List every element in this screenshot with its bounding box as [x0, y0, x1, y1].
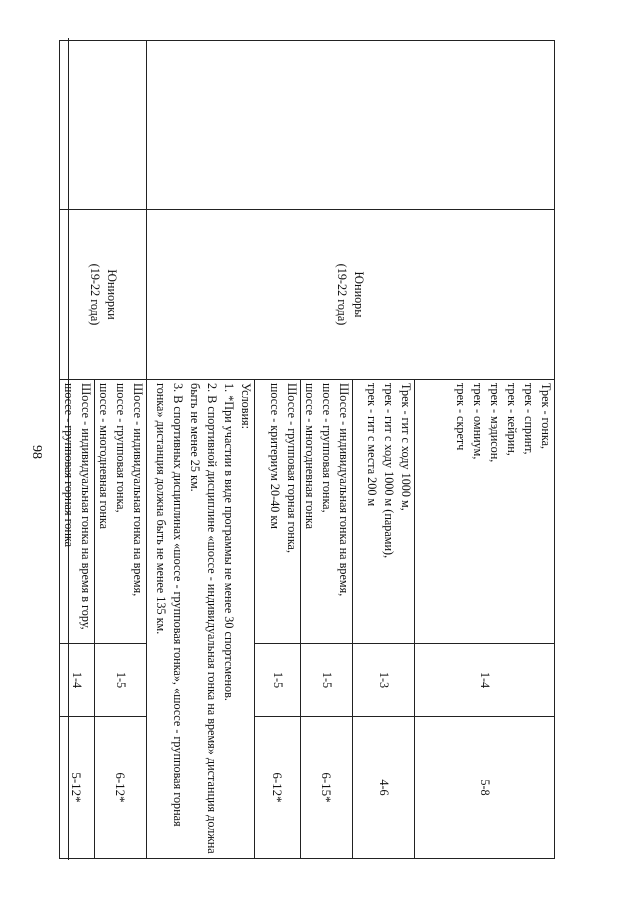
age-cell: 1-3: [353, 644, 415, 717]
group-years: (19-22 года): [88, 263, 102, 326]
event-line: Трек - гит с ходу 1000 м,: [399, 383, 413, 511]
participants-cell: 6-15*: [301, 717, 353, 859]
events-cell: [60, 380, 95, 644]
event-line: трек - гит с ходу 1000 м (парами),: [382, 383, 396, 559]
event-line: Шоссе - индивидуальная гонка на время,: [131, 383, 145, 597]
event-line: Шоссе - групповая горная гонка,: [285, 383, 299, 554]
group-name: Юниоры: [352, 271, 367, 318]
event-line: трек - спринт,: [522, 383, 536, 455]
age-cell: 1-4: [415, 644, 555, 717]
condition-item: 3. В спортивных дисциплинах «шоссе - групповая гонка», «шоссе - групповая горная гонка» дистанция должна быть не менее 135 км.: [154, 383, 185, 827]
age-cell: 1-5: [255, 644, 301, 717]
participants-cell: 6-12*: [95, 717, 147, 859]
group-years: (19-22 года): [335, 263, 350, 326]
group-cell-juniors: [147, 210, 555, 380]
page-number: 98: [29, 445, 44, 459]
condition-item: 1. *При участии в виде программы не менее 30 спортсменов.: [222, 383, 236, 701]
event-line: Шоссе - индивидуальная гонка на время,: [337, 383, 351, 597]
event-line: трек - гит с места 200 м: [365, 383, 379, 507]
sport-disciplines-table: [59, 40, 555, 859]
event-line: трек - омниум,: [471, 383, 485, 460]
participants-cell: 4-6: [353, 717, 415, 859]
event-line: шоссе - групповая гонка,: [114, 383, 128, 513]
event-line: шоссе - многодневная гонка: [303, 383, 317, 530]
event-line: трек - скретч: [454, 383, 468, 451]
event-line: шоссе - групповая горная гонка: [62, 383, 76, 548]
condition-item: 2. В спортивной дисциплине «шоссе - индивидуальная гонка на время» дистанция должна быть не менее 25 км.: [188, 383, 219, 854]
age-cell: 1-5: [301, 644, 353, 717]
events-cell: [301, 380, 353, 644]
participants-cell: 6-12*: [255, 717, 301, 859]
event-line: шоссе - групповая гонка,: [320, 383, 334, 513]
participants-cell: 5-8: [415, 717, 555, 859]
conditions-cell: [147, 380, 255, 859]
empty-cell: [60, 41, 147, 210]
events-cell: [255, 380, 301, 644]
event-line: Трек - гонка,: [539, 383, 553, 450]
events-cell: [353, 380, 415, 644]
events-cell: [415, 380, 555, 644]
empty-cell: [147, 41, 555, 210]
event-line: трек - мэдисон,: [488, 383, 502, 463]
conditions-title: Условия:: [239, 383, 253, 430]
age-cell: 1-4: [60, 644, 95, 717]
table-row: [95, 41, 147, 859]
event-line: трек - кейрин,: [505, 383, 519, 456]
group-name: Юниорки: [105, 269, 119, 320]
age-cell: 1-5: [95, 644, 147, 717]
event-line: шоссе - критериум 20-40 км: [268, 383, 282, 530]
event-line: шоссе - многодневная гонка: [97, 383, 111, 530]
participants-cell: 5-12*: [60, 717, 95, 859]
rotated-table-container: [62, 40, 555, 858]
group-cell-junior-women: [60, 210, 147, 380]
table-row: [415, 41, 555, 859]
events-cell: [95, 380, 147, 644]
event-line: Шоссе - индивидуальная гонка на время в гору,: [79, 383, 93, 630]
